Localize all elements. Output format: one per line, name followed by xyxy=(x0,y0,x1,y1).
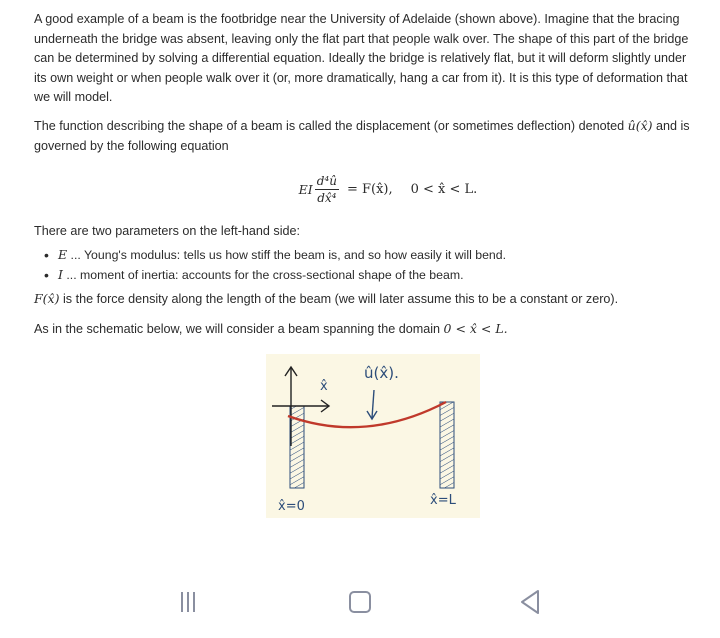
param-text: ... moment of inertia: accounts for the cross-sectional shape of the beam. xyxy=(62,267,464,282)
equation-numerator: d⁴û xyxy=(316,173,337,188)
equation-lhs: EI xyxy=(298,181,313,197)
equation-domain: 0 < x̂ < L. xyxy=(410,181,478,197)
schematic-text: As in the schematic below, we will consider a beam spanning the domain xyxy=(34,322,444,337)
back-icon xyxy=(516,588,544,616)
function-text-a: The function describing the shape of a beam is called the displacement (or sometimes deflection) denoted xyxy=(34,118,628,133)
home-icon xyxy=(346,588,374,616)
param-symbol: I xyxy=(58,266,63,282)
equation-fraction xyxy=(315,174,339,205)
intro-paragraph: A good example of a beam is the footbridge near the University of Adelaide (shown above). Imagine that the bracing underneath the bridge was absent, leaving only the flat part that people walk over. The shape of this part of the bridge can be determined by solving a differential equation. Ideally the bridge is relatively flat, but it will deform slightly under its own weight or when people walk over it (or, more dramatically, hang a car from it). It is this type of deformation that we will model. xyxy=(34,12,689,105)
force-symbol: F(x̂) xyxy=(34,290,60,306)
param-symbol: E xyxy=(58,246,68,262)
list-item xyxy=(44,265,702,285)
force-paragraph xyxy=(34,289,702,310)
equation-rhs: = F(x̂), xyxy=(346,181,393,197)
article-content xyxy=(34,10,702,340)
back-button[interactable] xyxy=(510,582,550,622)
label-right: x̂=L xyxy=(430,493,456,508)
function-paragraph xyxy=(34,116,702,156)
label-x-axis: x̂ xyxy=(320,379,328,394)
equation-denominator: dx̂⁴ xyxy=(317,190,337,205)
home-button[interactable] xyxy=(340,582,380,622)
list-item xyxy=(44,245,702,265)
beam-schematic-drawing xyxy=(266,354,480,518)
label-u: û(x̂). xyxy=(364,364,399,382)
label-left: x̂=0 xyxy=(278,499,305,514)
param-text: ... Young's modulus: tells us how stiff the beam is, and so how easily it will bend. xyxy=(67,247,507,262)
params-intro: There are two parameters on the left-hand side: xyxy=(34,224,301,239)
schematic-domain: 0 < x̂ < L. xyxy=(443,321,508,337)
right-support xyxy=(440,402,454,488)
beam-schematic xyxy=(266,354,480,518)
force-text: is the force density along the length of the beam (we will later assume this to be a constant or zero). xyxy=(59,291,619,306)
deflection-arrow xyxy=(372,390,374,418)
function-text-b: and is governed by the following equation xyxy=(34,118,690,153)
recent-apps-icon xyxy=(174,588,202,616)
system-navigation-bar xyxy=(0,570,720,638)
recent-apps-button[interactable] xyxy=(168,582,208,622)
schematic-paragraph xyxy=(34,319,702,340)
parameter-list xyxy=(34,245,702,285)
displacement-symbol: û(x̂) xyxy=(627,117,653,133)
beam-equation xyxy=(34,162,702,216)
